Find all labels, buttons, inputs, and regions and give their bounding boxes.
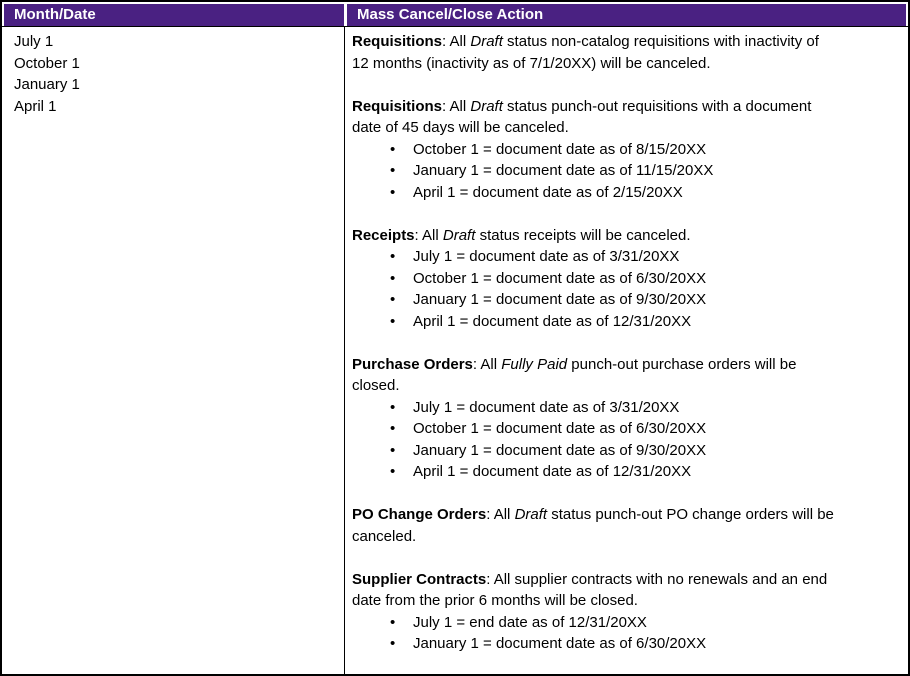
bullet-item: • January 1 = document date as of 9/30/20XX [390,440,906,462]
bullet-item: • October 1 = document date as of 8/15/20XX [390,139,906,161]
month-date-item: July 1 [14,33,54,50]
month-date-item: April 1 [14,97,57,115]
status-term: Fully Paid [501,355,568,373]
bullet-item: • July 1 = end date as of 12/31/20XX [390,612,906,634]
month-date-cell [2,27,345,674]
action-term: Purchase Orders [352,355,473,373]
bullet-item: • April 1 = document date as of 12/31/20XX [390,461,906,483]
action-paragraph [352,354,906,397]
bullet-item: • January 1 = document date as of 6/30/20XX [390,633,906,655]
action-text: status non-catalog requisitions with inactivity of [502,33,819,50]
action-text: punch-out purchase orders will be [567,355,797,373]
action-bullet-list [352,612,906,655]
column-header-mass-cancel-close-action: Mass Cancel/Close Action [347,4,906,26]
action-bullet-list [352,397,906,483]
table-header-row [2,2,908,27]
bullet-item: • April 1 = document date as of 12/31/20XX [390,311,906,333]
month-date-item: October 1 [14,54,80,72]
column-header-month-date: Month/Date [4,4,344,26]
action-text: : All [486,506,515,523]
action-term: Supplier Contracts [352,570,487,588]
action-text: status punch-out PO change orders will be [547,506,834,523]
action-paragraph [352,96,906,139]
status-term: Draft [514,506,548,523]
action-text: : All [472,355,502,373]
bullet-item: • July 1 = document date as of 3/31/20XX [390,246,906,268]
status-term: Draft [470,97,503,115]
action-section [352,504,906,547]
action-bullet-list [352,139,906,204]
status-term: Draft [470,33,503,50]
action-text: : All [442,97,471,115]
action-text: status receipts will be canceled. [475,226,691,244]
action-text: : All [414,226,443,244]
bullet-item: • July 1 = document date as of 3/31/20XX [390,397,906,419]
action-paragraph [352,31,906,74]
bullet-item: • January 1 = document date as of 9/30/20XX [390,289,906,311]
table-body-row [2,27,908,674]
bullet-item: • October 1 = document date as of 6/30/20XX [390,268,906,290]
action-text: closed. [352,377,400,394]
action-term: Requisitions [352,33,443,50]
action-text: status punch-out requisitions with a document [502,97,812,115]
status-term: Draft [442,226,476,244]
action-paragraph [352,569,906,612]
action-text: : All supplier contracts with no renewals and an end [486,570,828,588]
month-date-item: January 1 [14,76,80,93]
action-text: date of 45 days will be canceled. [352,119,569,136]
action-text: date from the prior 6 months will be closed. [352,592,638,609]
action-text: 12 months (inactivity as of 7/1/20XX) will be canceled. [352,54,711,72]
bullet-item: • April 1 = document date as of 2/15/20XX [390,182,906,204]
bullet-item: • January 1 = document date as of 11/15/20XX [390,160,906,182]
action-section [352,569,906,655]
action-text: canceled. [352,527,417,545]
action-term: PO Change Orders [352,506,487,523]
action-term: Requisitions [352,97,443,115]
action-bullet-list [352,246,906,332]
action-section [352,225,906,333]
bullet-item: • October 1 = document date as of 6/30/20XX [390,418,906,440]
mass-cancel-close-action-cell [345,27,908,674]
action-section [352,96,906,204]
action-paragraph [352,225,906,247]
action-section [352,354,906,483]
action-text: : All [442,33,471,50]
action-term: Receipts [352,226,415,244]
action-section [352,31,906,74]
action-paragraph [352,504,906,547]
